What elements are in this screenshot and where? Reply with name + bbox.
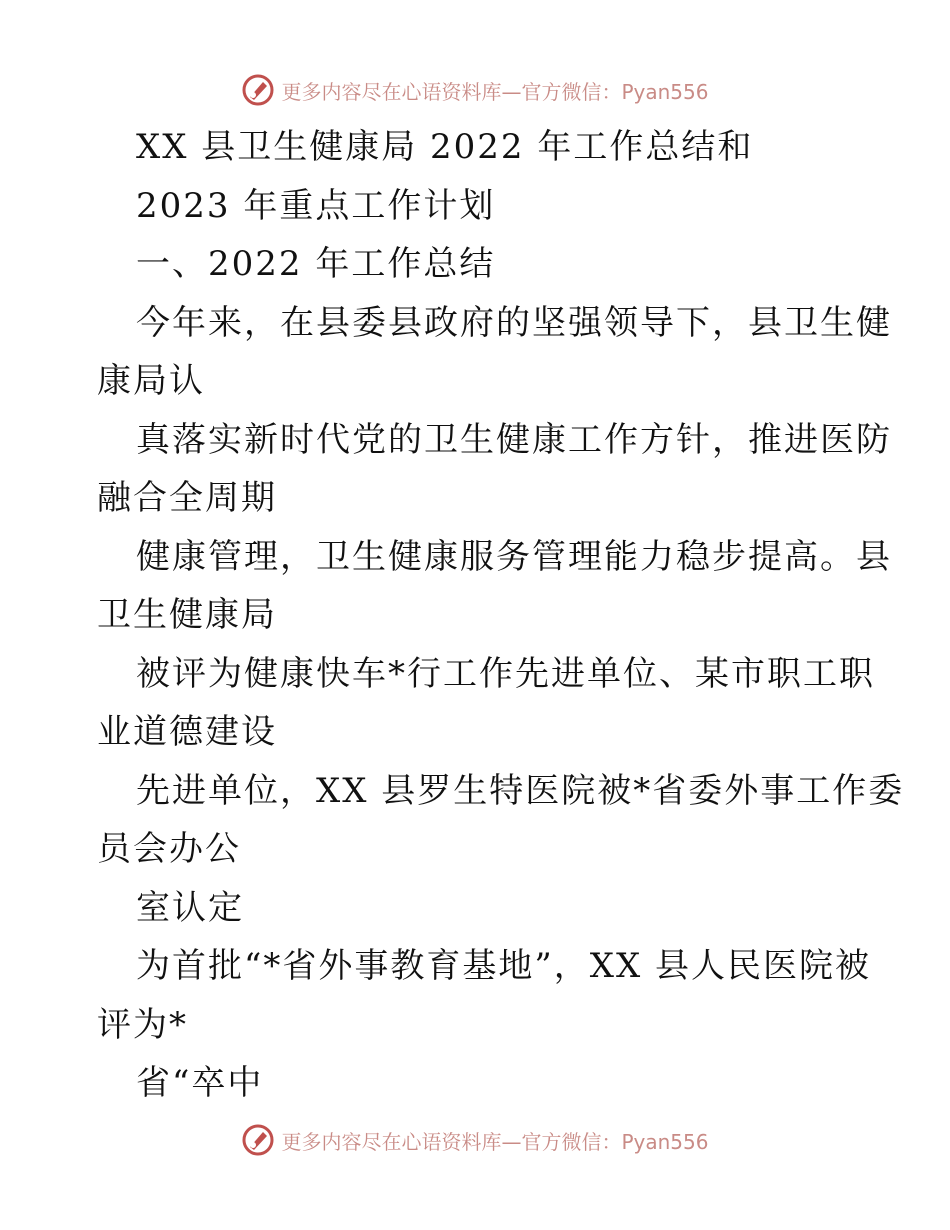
paragraph-line: 今年来，在县委县政府的坚强领导下，县卫生健 [136,303,892,343]
paragraph-line: 卫生健康局 [97,595,277,635]
header-watermark-text: 更多内容尽在心语资料库—官方微信：Pyan556 [281,79,709,104]
paragraph-line: 员会办公 [97,829,241,869]
doc-title-line-1: XX 县卫生健康局 2022 年工作总结和 [136,127,754,167]
paragraph-line: 被评为健康快车*行工作先进单位、某市职工职 [136,654,875,694]
pen-seal-icon [241,1123,275,1157]
pen-seal-icon [241,73,275,107]
paragraph-line: 先进单位，XX 县罗生特医院被*省委外事工作委 [136,771,905,811]
header-watermark-banner [0,70,950,110]
footer-watermark-text: 更多内容尽在心语资料库—官方微信：Pyan556 [281,1129,709,1154]
paragraph-line: 康局认 [97,361,205,401]
paragraph-line: 室认定 [136,888,244,928]
doc-title-line-2: 2023 年重点工作计划 [136,186,496,226]
paragraph-line: 省“卒中 [136,1063,264,1103]
paragraph-line: 健康管理，卫生健康服务管理能力稳步提高。县 [136,537,892,577]
footer-watermark-banner [0,1120,950,1160]
paragraph-line: 业道德建设 [97,712,277,752]
paragraph-line: 为首批“*省外事教育基地”，XX 县人民医院被 [136,946,871,986]
section-heading: 一、2022 年工作总结 [136,244,496,284]
paragraph-line: 真落实新时代党的卫生健康工作方针，推进医防 [136,420,892,460]
paragraph-line: 融合全周期 [97,478,277,518]
paragraph-line: 评为* [97,1005,188,1045]
